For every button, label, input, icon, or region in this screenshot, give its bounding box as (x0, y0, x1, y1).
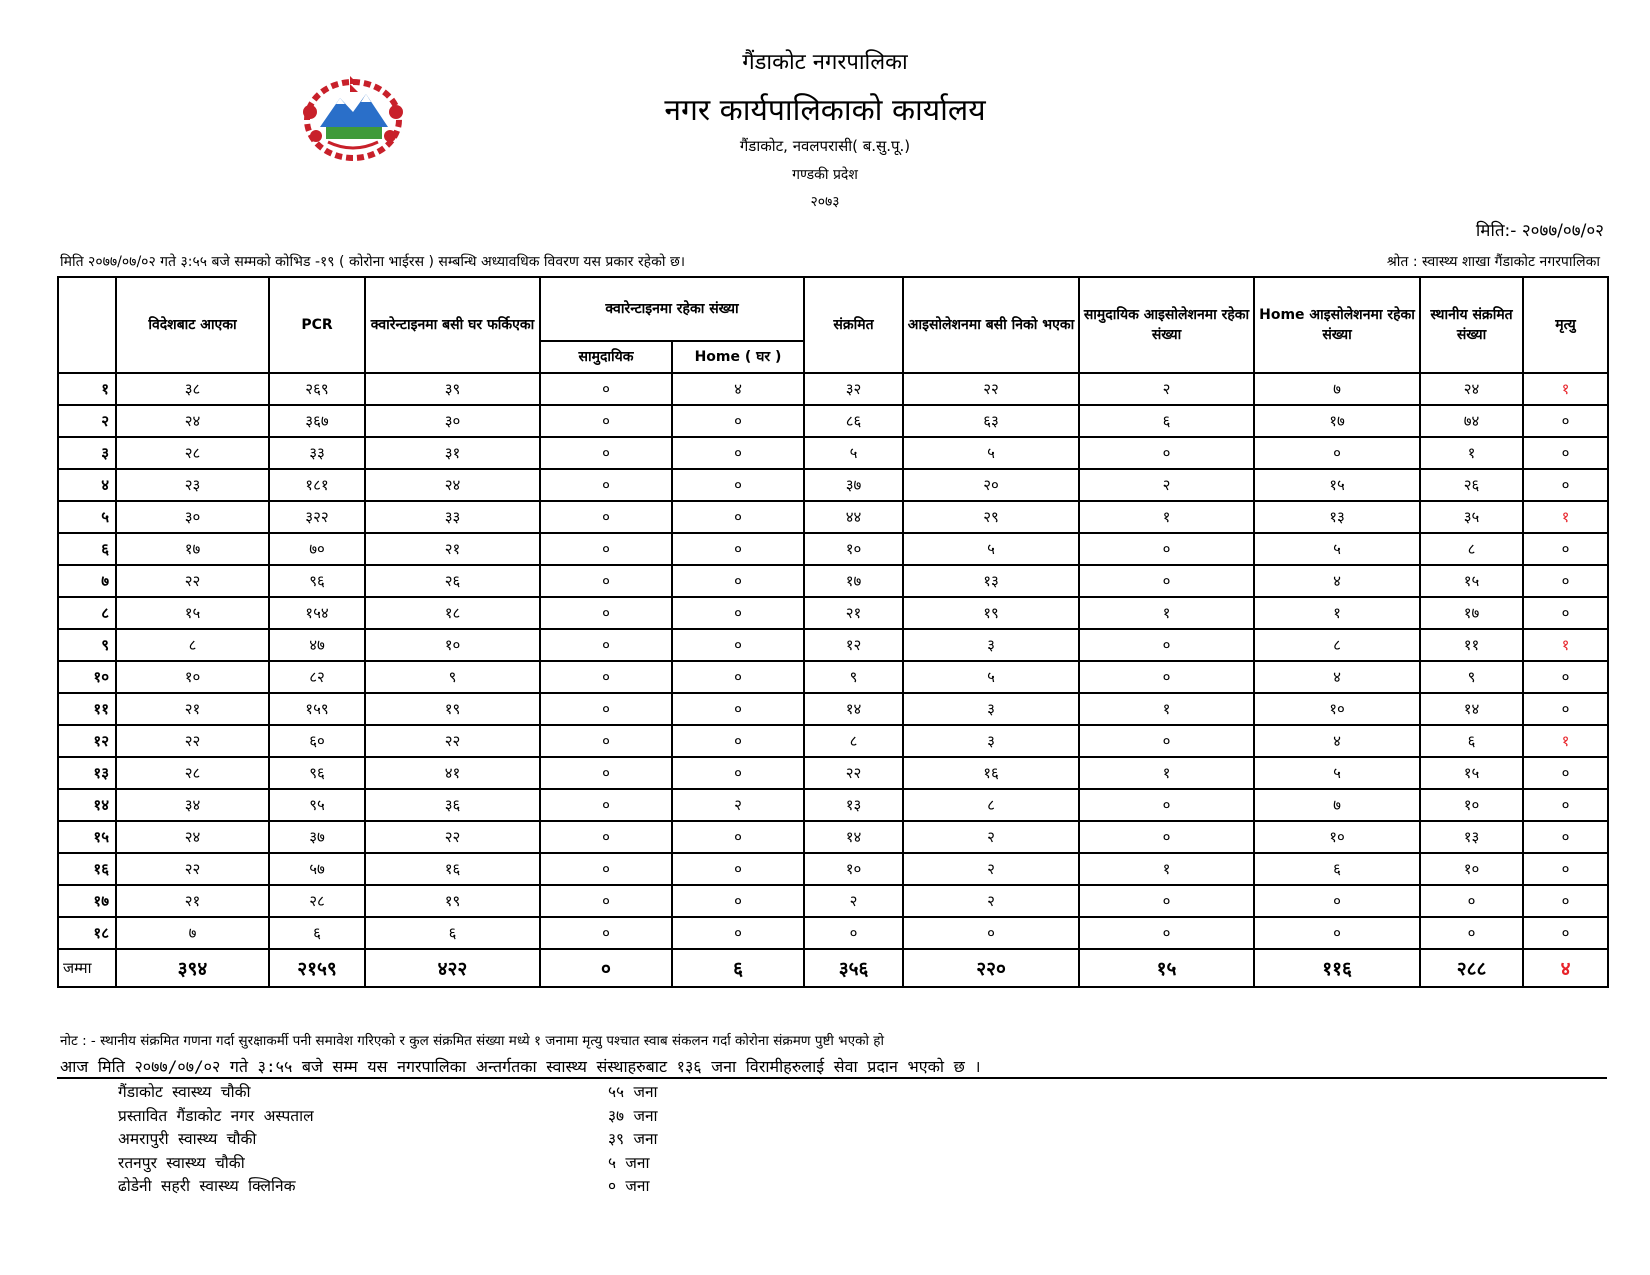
table-cell: ० (672, 437, 804, 469)
row-number: ८ (58, 597, 116, 629)
table-cell: ३० (365, 405, 540, 437)
province: गण्डकी प्रदेश (792, 167, 858, 183)
table-cell: ४ (1254, 725, 1420, 757)
table-cell: २६ (1420, 469, 1523, 501)
table-cell: १ (1079, 757, 1254, 789)
table-cell: १० (1254, 693, 1420, 725)
table-cell: २४ (116, 821, 269, 853)
table-cell: ३४ (116, 789, 269, 821)
table-cell: ० (540, 501, 672, 533)
table-cell: ० (1079, 629, 1254, 661)
facility-row (118, 1127, 678, 1151)
row-number: १२ (58, 725, 116, 757)
table-cell: २८ (269, 885, 365, 917)
total-cell: २२० (903, 949, 1079, 987)
table-cell: ६ (365, 917, 540, 949)
total-cell: २८८ (1420, 949, 1523, 987)
table-cell: २६९ (269, 373, 365, 405)
row-number: ४ (58, 469, 116, 501)
table-cell: ० (1523, 917, 1608, 949)
row-number: १० (58, 661, 116, 693)
facility-name: रतनपुर स्वास्थ्य चौकी (118, 1153, 245, 1172)
header-quarantine-count: क्वारेन्टाइनमा रहेका संख्या (540, 277, 804, 341)
table-cell: ८ (903, 789, 1079, 821)
table-cell: १५९ (269, 693, 365, 725)
table-cell: २३ (116, 469, 269, 501)
table-row (58, 885, 1608, 917)
table-cell: ० (1523, 885, 1608, 917)
table-cell: १० (804, 533, 903, 565)
total-cell: ३९४ (116, 949, 269, 987)
table-cell: ० (672, 629, 804, 661)
table-cell: ७४ (1420, 405, 1523, 437)
table-row (58, 725, 1608, 757)
office-title: नगर कार्यपालिकाको कार्यालय (664, 93, 986, 128)
note-text: नोट : - स्थानीय संक्रमित गणना गर्दा सुरक्षाकर्मी पनी समावेश गरिएको र कुल संक्रमित संख्या मध्ये १ जनामा मृत्यु पश्चात स्वाब संकलन गर्दा कोरोना संक्रमण पुष्टी भएको हो (60, 1033, 884, 1049)
table-row (58, 469, 1608, 501)
table-cell: ० (540, 853, 672, 885)
table-cell: २० (903, 469, 1079, 501)
table-cell: ५ (1254, 757, 1420, 789)
table-cell: ७ (116, 917, 269, 949)
source-text: श्रोत : स्वास्थ्य शाखा गैंडाकोट नगरपालिका (1386, 254, 1600, 270)
table-cell: ६३ (903, 405, 1079, 437)
total-cell: ० (540, 949, 672, 987)
table-cell: ५ (903, 533, 1079, 565)
table-cell: ३ (903, 629, 1079, 661)
table-cell: ० (540, 597, 672, 629)
table-cell: १० (1254, 821, 1420, 853)
table-cell: ० (672, 885, 804, 917)
totals-row (58, 949, 1608, 987)
table-row (58, 597, 1608, 629)
table-cell: ५ (903, 661, 1079, 693)
table-cell: ८ (1420, 533, 1523, 565)
header-home: Home ( घर ) (672, 341, 804, 373)
table-cell: ३५ (1420, 501, 1523, 533)
table-cell: १० (804, 853, 903, 885)
table-row (58, 757, 1608, 789)
table-cell: ० (672, 917, 804, 949)
table-cell: २ (903, 853, 1079, 885)
table-cell: ० (1523, 789, 1608, 821)
table-cell: ११ (1420, 629, 1523, 661)
covid-data-table (57, 276, 1609, 988)
table-cell: ८ (116, 629, 269, 661)
table-cell: १७ (804, 565, 903, 597)
table-cell: ६ (1079, 405, 1254, 437)
facility-name: गैंडाकोट स्वास्थ्य चौकी (118, 1083, 251, 1101)
table-cell: ३ (903, 693, 1079, 725)
table-cell: ० (1420, 885, 1523, 917)
table-cell: ० (1523, 597, 1608, 629)
header-isolation-recovered: आइसोलेशनमा बसी निको भएका (903, 277, 1079, 373)
table-cell: ० (672, 565, 804, 597)
table-cell: ३१ (365, 437, 540, 469)
facility-count: ३७ जना (608, 1106, 658, 1125)
table-cell: २ (1079, 373, 1254, 405)
table-cell: ९ (804, 661, 903, 693)
facility-count: ० जना (608, 1177, 650, 1195)
table-cell: १३ (804, 789, 903, 821)
header-community-isolation: सामुदायिक आइसोलेशनमा रहेका संख्या (1079, 277, 1254, 373)
table-cell: १० (365, 629, 540, 661)
table-cell: २ (903, 821, 1079, 853)
table-cell: ० (1079, 885, 1254, 917)
table-cell: २ (1079, 469, 1254, 501)
table-cell: २२ (116, 565, 269, 597)
divider (57, 1077, 1607, 1079)
table-cell: ० (672, 821, 804, 853)
table-cell: ८६ (804, 405, 903, 437)
table-cell: ० (540, 693, 672, 725)
facility-count: ५५ जना (608, 1083, 658, 1101)
table-row (58, 501, 1608, 533)
table-row (58, 629, 1608, 661)
table-cell: २१ (116, 885, 269, 917)
org-name: गैंडाकोट नगरपालिका (742, 50, 908, 75)
table-cell: ६ (1420, 725, 1523, 757)
table-cell: ० (672, 405, 804, 437)
table-cell: ० (540, 629, 672, 661)
facility-count: ५ जना (608, 1153, 650, 1172)
table-cell: ३६७ (269, 405, 365, 437)
table-cell: १४ (804, 821, 903, 853)
table-cell: ० (1523, 533, 1608, 565)
table-cell: १३ (903, 565, 1079, 597)
table-cell: ० (540, 437, 672, 469)
table-cell: २ (804, 885, 903, 917)
row-number: ९ (58, 629, 116, 661)
table-cell: २ (672, 789, 804, 821)
table-cell: १ (1254, 597, 1420, 629)
table-cell: ० (540, 533, 672, 565)
table-cell: ९६ (269, 565, 365, 597)
table-cell: ३३ (365, 501, 540, 533)
table-cell: ० (672, 725, 804, 757)
header-local-infected: स्थानीय संक्रमित संख्या (1420, 277, 1523, 373)
table-cell: ० (672, 661, 804, 693)
table-cell: ४७ (269, 629, 365, 661)
table-cell: ३० (116, 501, 269, 533)
table-cell: ० (1079, 533, 1254, 565)
table-cell: ० (1079, 789, 1254, 821)
table-cell: ० (540, 789, 672, 821)
facility-row (118, 1104, 678, 1128)
table-cell: २४ (1420, 373, 1523, 405)
facility-count: ३९ जना (608, 1130, 658, 1148)
table-cell: १ (1523, 373, 1608, 405)
total-label: जम्मा (58, 949, 116, 987)
table-cell: २८ (116, 757, 269, 789)
table-cell: १४ (1420, 693, 1523, 725)
table-cell: ० (540, 725, 672, 757)
table-cell: ९५ (269, 789, 365, 821)
table-cell: ३ (903, 725, 1079, 757)
table-cell: १ (1079, 853, 1254, 885)
table-cell: २२ (116, 725, 269, 757)
table-row (58, 565, 1608, 597)
table-cell: ० (1079, 661, 1254, 693)
table-cell: १० (116, 661, 269, 693)
table-cell: १५ (1420, 757, 1523, 789)
facility-list (118, 1080, 678, 1198)
intro-text: मिति २०७७/०७/०२ गते ३:५५ बजे सम्मको कोभिड -१९ ( कोरोना भाईरस ) सम्बन्धि अध्यावधिक विवरण यस प्रकार रहेको छ। (60, 254, 686, 270)
table-cell: ० (804, 917, 903, 949)
table-body (58, 373, 1608, 949)
table-cell: १४ (804, 693, 903, 725)
table-cell: ० (540, 821, 672, 853)
table-cell: ४ (1254, 661, 1420, 693)
table-cell: १६ (903, 757, 1079, 789)
table-cell: ० (1079, 917, 1254, 949)
facility-name: अमरापुरी स्वास्थ्य चौकी (118, 1130, 257, 1148)
row-number: १ (58, 373, 116, 405)
table-cell: ० (540, 469, 672, 501)
row-number: १५ (58, 821, 116, 853)
total-cell: ३५६ (804, 949, 903, 987)
table-cell: २६ (365, 565, 540, 597)
header-infected: संक्रमित (804, 277, 903, 373)
table-cell: १ (1079, 597, 1254, 629)
year: २०७३ (810, 194, 840, 210)
total-cell: ४ (1523, 949, 1608, 987)
table-cell: ० (540, 917, 672, 949)
table-cell: १ (1079, 693, 1254, 725)
row-number: १८ (58, 917, 116, 949)
facility-row (118, 1151, 678, 1175)
table-cell: ३७ (269, 821, 365, 853)
table-cell: ७० (269, 533, 365, 565)
header-community: सामुदायिक (540, 341, 672, 373)
table-cell: ० (672, 853, 804, 885)
row-number: २ (58, 405, 116, 437)
row-number: १४ (58, 789, 116, 821)
table-cell: १९ (903, 597, 1079, 629)
facility-name: ढोडेनी सहरी स्वास्थ्य क्लिनिक (118, 1177, 296, 1195)
table-cell: २२ (116, 853, 269, 885)
table-cell: १२ (804, 629, 903, 661)
table-cell: ६ (1254, 853, 1420, 885)
header-foreign: विदेशबाट आएका (116, 277, 269, 373)
table-row (58, 821, 1608, 853)
table-cell: १ (1523, 725, 1608, 757)
table-row (58, 661, 1608, 693)
table-cell: ३९ (365, 373, 540, 405)
table-cell: ० (1523, 405, 1608, 437)
row-number: १६ (58, 853, 116, 885)
table-cell: ४४ (804, 501, 903, 533)
table-cell: ३२२ (269, 501, 365, 533)
header-serial (58, 277, 116, 373)
table-cell: ० (1079, 565, 1254, 597)
header-pcr: PCR (269, 277, 365, 373)
table-cell: ० (1254, 885, 1420, 917)
table-cell: १ (1079, 501, 1254, 533)
total-cell: ६ (672, 949, 804, 987)
table-cell: ६० (269, 725, 365, 757)
table-cell: ८२ (269, 661, 365, 693)
table-cell: १० (1420, 789, 1523, 821)
table-cell: २९ (903, 501, 1079, 533)
table-cell: ५ (804, 437, 903, 469)
table-row (58, 789, 1608, 821)
table-cell: १६ (365, 853, 540, 885)
table-cell: १८ (365, 597, 540, 629)
table-cell: ५ (903, 437, 1079, 469)
table-cell: २२ (804, 757, 903, 789)
table-cell: ० (1523, 757, 1608, 789)
table-cell: २४ (116, 405, 269, 437)
table-cell: १ (1523, 629, 1608, 661)
table-cell: २८ (116, 437, 269, 469)
table-cell: ० (1523, 565, 1608, 597)
table-cell: १७ (1420, 597, 1523, 629)
table-cell: ९ (1420, 661, 1523, 693)
header-home-isolation: Home आइसोलेशनमा रहेका संख्या (1254, 277, 1420, 373)
today-summary: आज मिति २०७७/०७/०२ गते ३:५५ बजे सम्म यस नगरपालिका अन्तर्गतका स्वास्थ्य संस्थाहरुबाट १३६ जना विरामीहरुलाई सेवा प्रदान भएको छ । (60, 1057, 981, 1076)
table-cell: ० (672, 501, 804, 533)
table-cell: ० (540, 757, 672, 789)
table-cell: ० (1523, 821, 1608, 853)
row-number: ११ (58, 693, 116, 725)
table-cell: १७ (116, 533, 269, 565)
header-deaths: मृत्यु (1523, 277, 1608, 373)
table-cell: ८ (1254, 629, 1420, 661)
table-cell: ० (672, 533, 804, 565)
table-cell: ० (1523, 661, 1608, 693)
table-cell: ० (1079, 437, 1254, 469)
row-number: ३ (58, 437, 116, 469)
report-date: मिति:- २०७७/०७/०२ (1475, 221, 1604, 241)
table-row (58, 373, 1608, 405)
address: गैंडाकोट, नवलपरासी( ब.सु.पू.) (739, 137, 911, 155)
table-cell: ० (672, 469, 804, 501)
total-cell: २१५९ (269, 949, 365, 987)
table-row (58, 693, 1608, 725)
table-cell: ७ (1254, 789, 1420, 821)
table-cell: ० (540, 565, 672, 597)
table-cell: ९६ (269, 757, 365, 789)
table-cell: ० (1079, 821, 1254, 853)
table-cell: ० (1420, 917, 1523, 949)
table-cell: ० (540, 885, 672, 917)
table-cell: ० (1523, 693, 1608, 725)
table-cell: १७ (1254, 405, 1420, 437)
table-cell: १ (1420, 437, 1523, 469)
table-cell: ३६ (365, 789, 540, 821)
table-cell: ३२ (804, 373, 903, 405)
table-cell: ० (672, 597, 804, 629)
table-cell: ९ (365, 661, 540, 693)
total-cell: ४२२ (365, 949, 540, 987)
table-cell: १९ (365, 693, 540, 725)
row-number: ७ (58, 565, 116, 597)
table-cell: २ (903, 885, 1079, 917)
table-row (58, 437, 1608, 469)
table-cell: १५४ (269, 597, 365, 629)
table-cell: ० (1079, 725, 1254, 757)
table-cell: १३ (1254, 501, 1420, 533)
table-cell: २२ (365, 821, 540, 853)
row-number: १७ (58, 885, 116, 917)
table-cell: २२ (903, 373, 1079, 405)
table-cell: ५ (1254, 533, 1420, 565)
table-cell: १५ (116, 597, 269, 629)
table-cell: ६ (269, 917, 365, 949)
table-cell: ४ (1254, 565, 1420, 597)
table-row (58, 533, 1608, 565)
table-cell: १ (1523, 501, 1608, 533)
table-cell: ० (672, 693, 804, 725)
table-cell: ० (1254, 917, 1420, 949)
table-cell: ० (1523, 853, 1608, 885)
nepal-emblem-icon (298, 72, 408, 164)
table-cell: २४ (365, 469, 540, 501)
table-cell: ४ (672, 373, 804, 405)
facility-row (118, 1174, 678, 1198)
table-cell: ४१ (365, 757, 540, 789)
table-cell: ० (540, 373, 672, 405)
table-cell: २१ (365, 533, 540, 565)
table-cell: १३ (1420, 821, 1523, 853)
table-cell: ३७ (804, 469, 903, 501)
table-cell: ३८ (116, 373, 269, 405)
table-cell: १८१ (269, 469, 365, 501)
table-cell: ० (903, 917, 1079, 949)
table-cell: ३३ (269, 437, 365, 469)
facility-row (118, 1080, 678, 1104)
table-cell: ० (1254, 437, 1420, 469)
table-row (58, 917, 1608, 949)
table-cell: ० (672, 757, 804, 789)
table-cell: १५ (1254, 469, 1420, 501)
total-cell: ११६ (1254, 949, 1420, 987)
row-number: ६ (58, 533, 116, 565)
table-cell: १० (1420, 853, 1523, 885)
total-cell: १५ (1079, 949, 1254, 987)
table-cell: ५७ (269, 853, 365, 885)
row-number: १३ (58, 757, 116, 789)
table-row (58, 853, 1608, 885)
row-number: ५ (58, 501, 116, 533)
table-cell: ० (540, 661, 672, 693)
table-cell: १५ (1420, 565, 1523, 597)
table-cell: ० (540, 405, 672, 437)
table-cell: ८ (804, 725, 903, 757)
table-cell: ० (1523, 469, 1608, 501)
facility-name: प्रस्तावित गैंडाकोट नगर अस्पताल (118, 1106, 314, 1125)
header-quarantine-returned: क्वारेन्टाइनमा बसी घर फर्किएका (365, 277, 540, 373)
table-cell: २२ (365, 725, 540, 757)
table-cell: २१ (804, 597, 903, 629)
table-cell: ७ (1254, 373, 1420, 405)
table-row (58, 405, 1608, 437)
table-cell: १९ (365, 885, 540, 917)
table-cell: २१ (116, 693, 269, 725)
table-cell: ० (1523, 437, 1608, 469)
